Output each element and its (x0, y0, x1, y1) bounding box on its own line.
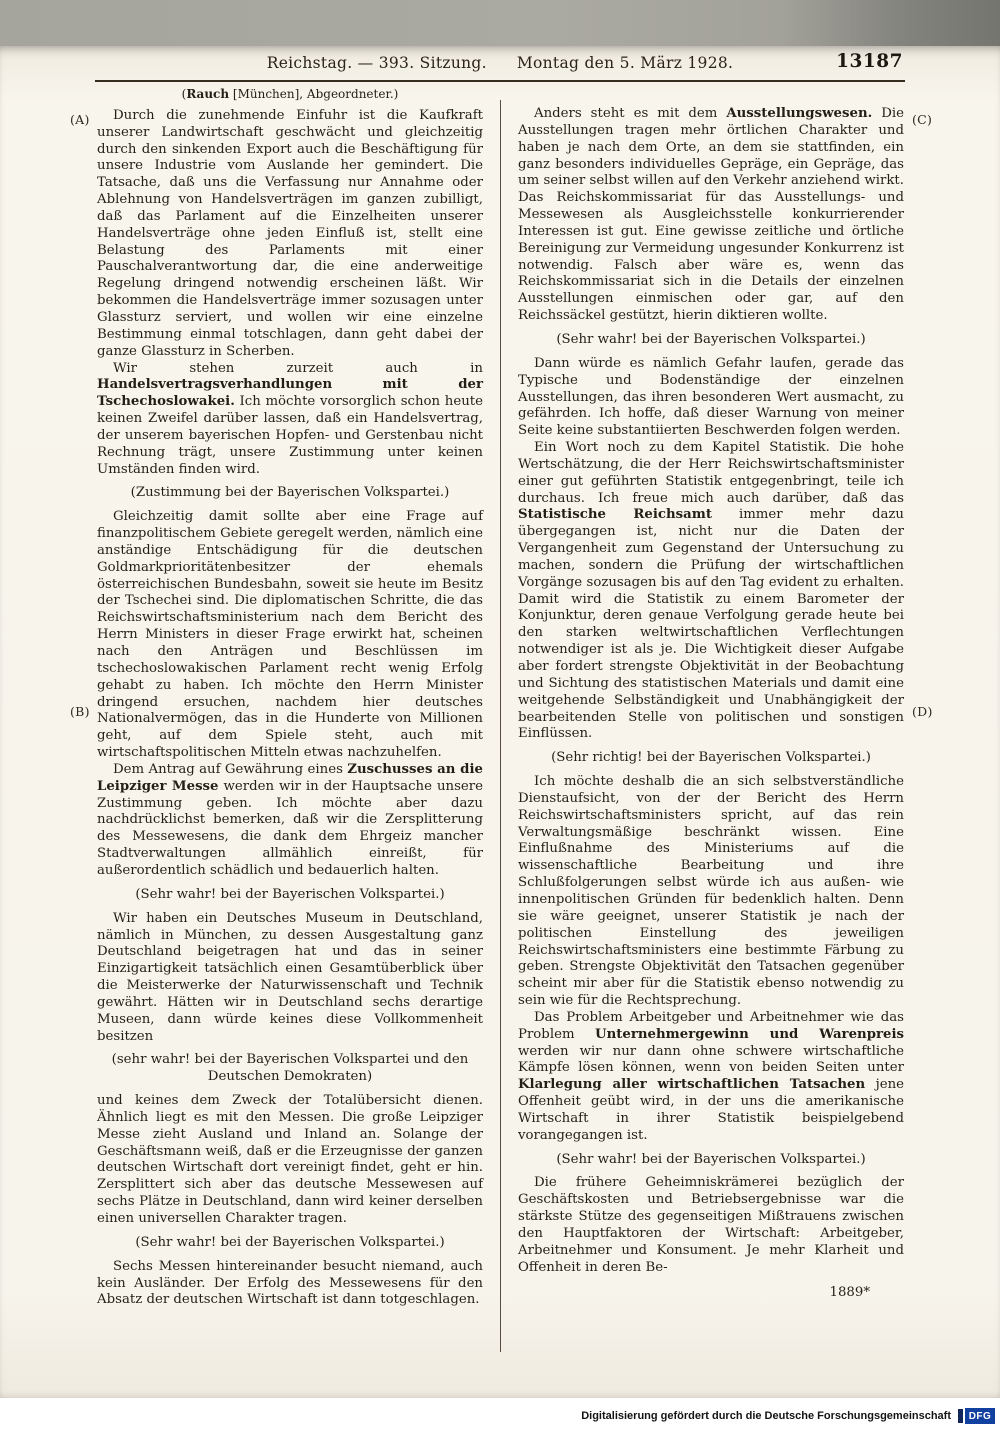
text-run: (Zustimmung bei der Bayerischen Volkspartei.) (130, 485, 450, 501)
dfg-logo-label: DFG (965, 1408, 995, 1424)
emphasized-text: Ausstellungswesen. (726, 106, 873, 121)
text-run: Durch die zunehmende Einfuhr ist die Kaufkraft unserer Landwirtschaft geschwächt und gleichzeitig durch den sinkenden Export auch die Beschäftigung für unsere Industrie vom Auslande her gemindert. Die Tatsache, daß uns die Verfassung nur Annahme oder Ablehnung von Handelsverträgen im ganzen zubilligt, daß das Parlament auf die Einzelheiten unserer Handelsverträge ohne jeden Einfluß ist, stellt eine Belastung des Parlaments mit einer Pauschalverantwortung dar, die eine anderweitige Regelung dringend notwendig erscheinen läßt. Wir bekommen die Handelsverträge immer sozusagen unter Glassturz serviert, und wollen wir eine einzelne Bestimmung einmal totschlagen, dann geht dabei der ganze Glassturz in Scherben. (97, 107, 483, 359)
scanner-background-band (0, 0, 1000, 46)
text-run: (Sehr richtig! bei der Bayerischen Volkspartei.) (551, 750, 871, 766)
emphasized-text: Statistische Reichsamt (518, 507, 712, 523)
text-run: und keines dem Zweck der Totalübersicht dienen. Ähnlich liegt es mit den Messen. Die große Leipziger Messe zieht Ausland und Inland an. Solange der Geschäftsmann weiß, daß er die Erzeugnisse der ganzen deutschen Wirtschaft dort vereinigt findet, geht er hin. Zersplittert sich aber das deutsche Messewesen auf sechs Plätze in Deutschland, dann wird keiner derselben einen universellen Charakter tragen. (97, 1093, 483, 1226)
emphasized-text: Klarlegung aller wirtschaftlichen Tatsachen (518, 1077, 866, 1093)
margin-mark-d: (D) (912, 704, 933, 719)
text-run: (sehr wahr! bei der Bayerischen Volkspartei und den Deutschen Demokraten) (111, 1052, 469, 1085)
print-mark (518, 1285, 904, 1302)
text-run: Wir haben ein Deutsches Museum in Deutschland, nämlich in München, zu dessen Ausgestaltung ganz Deutschland beigetragen hat und das in seiner Einzigartigkeit tatsächlich einen Gesamtüberblick über die Meisterwerke der Naturwissenschaft und Technik gewährt. Hätten wir in Deutschland sechs derartige Museen, dann würde keines diese Vollkommenheit besitzen (97, 910, 483, 1044)
text-run: (Sehr wahr! bei der Bayerischen Volkspartei.) (556, 331, 866, 347)
margin-mark-a: (A) (70, 112, 90, 127)
page-number: 13187 (836, 51, 903, 72)
paragraph (518, 440, 904, 743)
document-page (0, 46, 1000, 1398)
text-run: (Sehr wahr! bei der Bayerischen Volkspartei.) (556, 1151, 866, 1167)
paragraph (518, 356, 904, 440)
paragraph (518, 774, 904, 1010)
session-title-right: Montag den 5. März 1928. (516, 54, 734, 72)
dfg-logo (958, 1408, 995, 1424)
text-run: Dann würde es nämlich Gefahr laufen, gerade das Typische und Bodenständige der einzelnen Ausstellungen, das ihren besonderen Wert ausmacht, zu gefährden. Ich hoffe, daß dieser Warnung von meiner Seite keine substantiierten Beschwerden folgen werden. (518, 355, 904, 439)
right-column (518, 106, 904, 1301)
text-run: Ich möchte deshalb die an sich selbstverständliche Dienstaufsicht, von der der Bericht des Herrn Reichswirtschaftsministers spricht, auf das rein Verwaltungsmäßige beschränkt wissen. Eine Einflußnahme des Ministeriums auf die wissenschaftliche Bearbeitung und ihre Schlußfolgerungen selbst würde ich aus außen- wie innenpolitischen Gründen für bedenklich halten. Denn sie wäre geeignet, unserer Statistik je nach der politischen Einstellung des jeweiligen Reichswirtschaftsministers eine bestimmte Färbung zu geben. Strengste Objektivität den Tatsachen gegenüber scheint mir aber für die Statistik ebenso notwendig zu sein wie für die Rechtsprechung. (518, 774, 904, 1009)
text-run: Die frühere Geheimniskrämerei bezüglich der Geschäftskosten und Betriebsergebnisse war die stärkste Stütze des gegenseitigen Mißtrauens zwischen den Hauptfaktoren der Wirtschaft: Arbeitgeber, Arbeitnehmer und Konsument. Je mehr Klarheit und Offenheit in deren Be- (518, 1175, 904, 1275)
interjection (109, 1235, 471, 1252)
header-rule (95, 80, 905, 82)
text-run: Gleichzeitig damit sollte aber eine Frage auf finanzpolitischem Gebiete geregelt werden, nämlich eine anständige Entschädigung für die deutschen Goldmarkprioritätenbesitzer der ehemals österreichischen Bundesbahn, soweit sie heute im Besitz der Tschechei sind. Die diplomatischen Schritte, die das Reichswirtschaftsministerium nach dem Bericht des Herrn Ministers in dieser Frage erwirkt hat, scheinen nach den Anträgen und Beschlüssen im tschechoslowakischen Parlament recht wenig Erfolg gehabt zu haben. Ich möchte den Herrn Minister dringend ersuchen, nachdem hier deutsches Nationalvermögen, das in die Hunderte von Millionen geht, auf dem Spiele steht, auch mit wirtschaftspolitischen Mitteln etwas nachzuhelfen. (97, 509, 483, 761)
text-run: werden wir nur dann ohne schwere wirtschaftliche Kämpfe lösen können, wenn von beiden Seiten unter (518, 1043, 904, 1076)
text-run: Ein Wort noch zu dem Kapitel Statistik. Die hohe Wertschätzung, die der Herr Reichswirtschaftsminister einer gut geführten Statistik entgegenbringt, teile ich durchaus. Ich freue mich auch darüber, daß das (518, 440, 904, 506)
paragraph (97, 911, 483, 1046)
paragraph (97, 1093, 483, 1228)
speaker-note (97, 86, 483, 103)
paragraph (518, 1010, 904, 1145)
paragraph (518, 1175, 904, 1276)
text-run: (Sehr wahr! bei der Bayerischen Volkspartei.) (135, 1234, 445, 1250)
text-run: immer mehr dazu übergegangen ist, nicht nur die Daten der Vergangenheit zum Gegenstand der Untersuchung zu machen, sondern die Prüfung der wirtschaftlichen Vorgänge sozusagen bis auf den Tag evident zu erhalten. Damit wird die Statistik zu einem Barometer der Konjunktur, deren genaue Verfolgung gerade heute bei den starken weltwirtschaftlichen Verflechtungen notwendiger ist als je. Die Wichtigkeit dieser Aufgabe aber fordert strengste Objektivität in der Beobachtung und Sichtung des statistischen Materials und damit eine weitgehende Selbständigkeit und Unabhängigkeit der bearbeitenden Stelle von politischen und sonstigen Einflüssen. (518, 507, 904, 742)
interjection (530, 750, 892, 767)
interjection (109, 1052, 471, 1086)
emphasized-text: Unternehmergewinn und Warenpreis (595, 1026, 904, 1042)
interjection (109, 485, 471, 502)
interjection (530, 332, 892, 349)
interjection (109, 887, 471, 904)
text-run: Die Ausstellungen tragen mehr örtlichen Charakter und haben je nach dem Orte, an dem sie stattfinden, ein ganz besonders individuelles Gepräge, ein Gepräge, das um seiner selbst willen auf den Verkehr anziehend wirkt. Das Reichskommissariat für das Ausstellungs- und Messewesen als Ausgleichsstelle konkurrierender Interessen ist gut. Eine gewisse zeitliche und örtliche Bereinigung zur Vermeidung ungesunder Konkurrenz ist notwendig. Falsch aber wäre es, wenn das Reichskommissariat sich in die Details der einzelnen Ausstellungen einmischen oder gar, auf den Reichssäckel gestützt, hierin diktieren wollte. (518, 106, 904, 324)
text-run: werden wir in der Hauptsache unsere Zustimmung geben. Ich möchte aber dazu nachdrücklichst bemerken, daß wir die Zersplitterung des Messewesens, die dank dem Ehrgeiz mancher Stadtverwaltungen allmählich einreißt, für außerordentlich schädlich und bedauerlich halten. (97, 778, 483, 878)
text-run: [München], Abgeordneter.) (229, 87, 399, 101)
emphasized-text: Rauch (186, 87, 230, 101)
page-header (95, 51, 905, 78)
paragraph (97, 1259, 483, 1310)
text-run: (Sehr wahr! bei der Bayerischen Volkspartei.) (135, 886, 445, 902)
paragraph (97, 762, 483, 880)
paragraph (97, 108, 483, 361)
text-run: jene Offenheit geübt wird, in der uns die amerikanische Wirtschaft in ihrer Statistik beispielgebend vorangegangen ist. (518, 1077, 905, 1143)
margin-mark-c: (C) (912, 112, 933, 127)
emphasized-text: Zuschusses an die Leipziger Messe (97, 761, 483, 794)
paragraph (97, 509, 483, 762)
text-run: 1889* (829, 1284, 870, 1300)
interjection (530, 1152, 892, 1169)
text-run: Dem Antrag auf Gewährung eines (113, 761, 348, 777)
text-run: Anders steht es mit dem (534, 106, 727, 121)
dfg-logo-mark-icon (958, 1409, 963, 1423)
left-column (97, 86, 483, 1309)
text-run: ( (181, 87, 187, 101)
paragraph (97, 361, 483, 479)
text-run: Ich möchte vorsorglich schon heute keinen Zweifel darüber lassen, daß ein Handelsvertrag, der unserem bayerischen Hopfen- und Gerstenbau nicht Rechnung trägt, unsere Zustimmung unter keinen Umständen finden wird. (97, 394, 483, 477)
session-title-left: Reichstag. — 393. Sitzung. (266, 54, 487, 72)
text-run: Das Problem Arbeitgeber und Arbeitnehmer wie das Problem (518, 1009, 904, 1042)
column-divider (500, 100, 501, 1352)
text-run: Wir stehen zurzeit auch in (113, 360, 483, 376)
text-run: Sechs Messen hintereinander besucht niemand, auch kein Ausländer. Der Erfolg des Messewesens für den Absatz der deutschen Wirtschaft ist dann totgeschlagen. (97, 1258, 483, 1308)
digitization-text: Digitalisierung gefördert durch die Deutsche Forschungsgemeinschaft (581, 1410, 951, 1422)
paragraph (518, 106, 904, 325)
margin-mark-b: (B) (70, 704, 90, 719)
digitization-bar (0, 1398, 1000, 1434)
emphasized-text: Handelsvertragsverhandlungen mit der Tschechoslowakei. (97, 377, 483, 410)
